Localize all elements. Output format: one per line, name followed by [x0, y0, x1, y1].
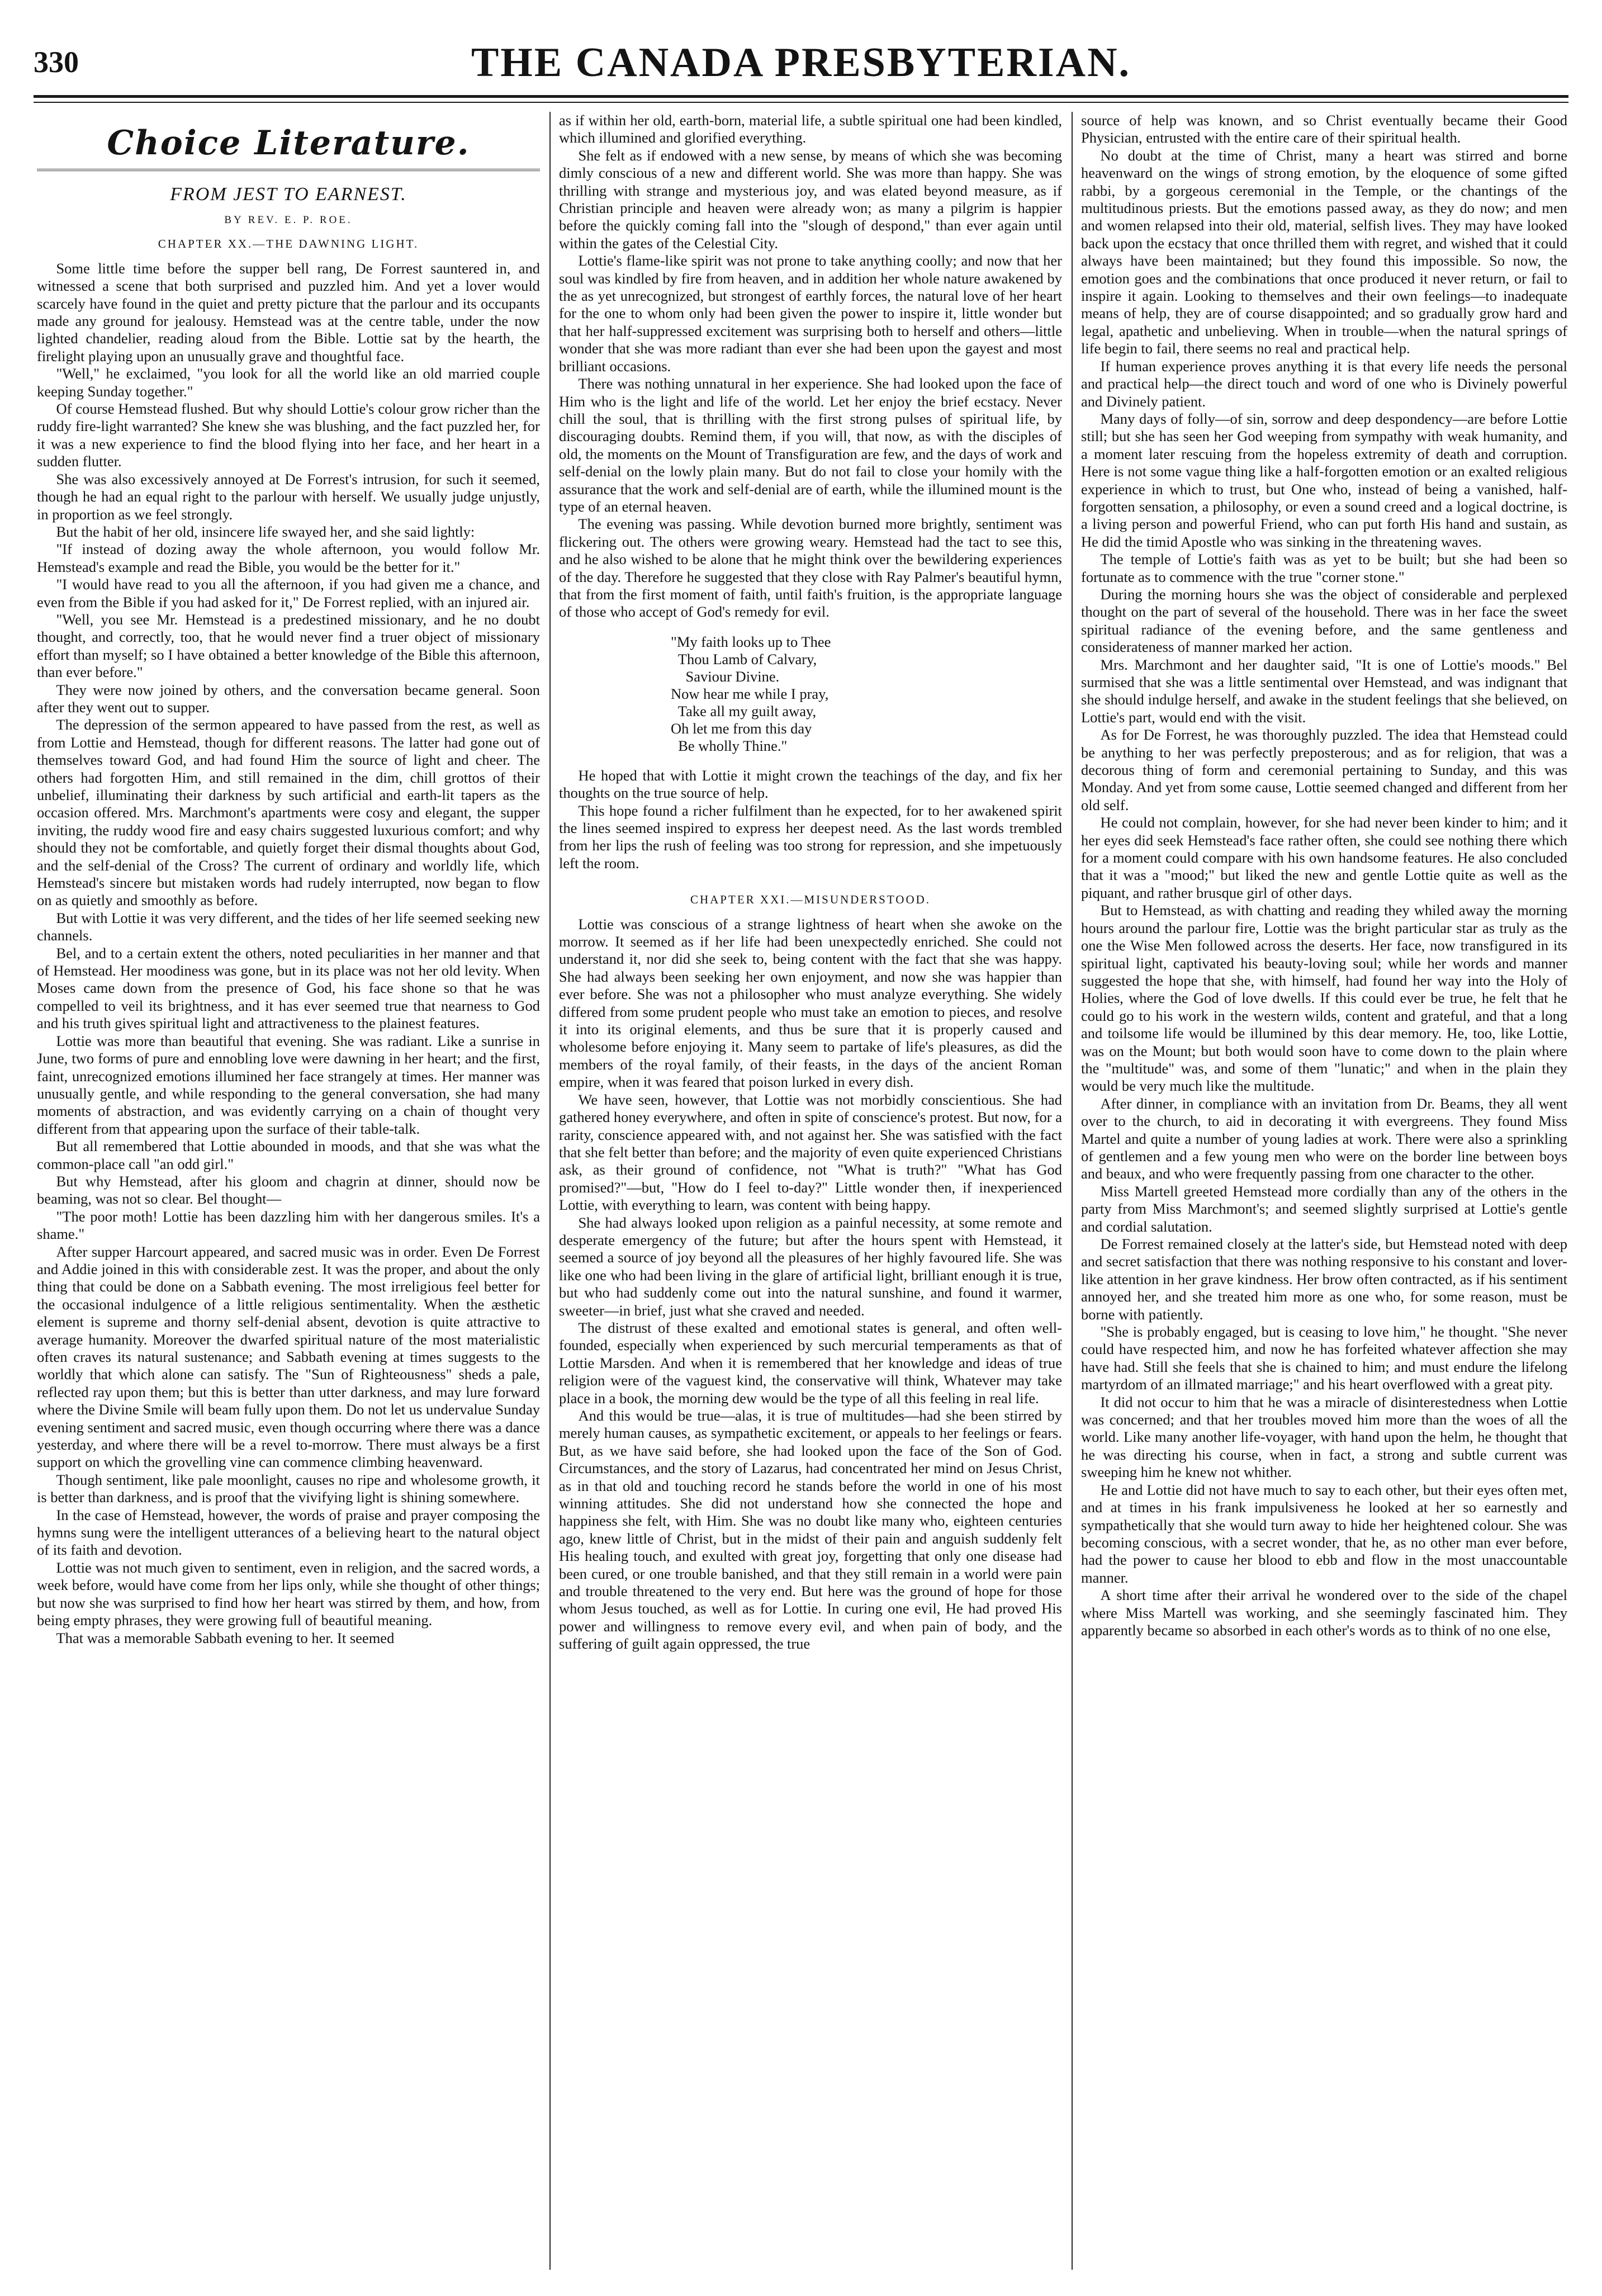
paragraph: Some little time before the supper bell rang, De Forrest sauntered in, and witnessed a scene that both surprised and puzzled him. And yet a lover would scarcely have found in the quiet and pretty picture that the parlour and its occupants made any ground for jealousy. Hemstead was at the centre table, under the now lighted chandelier, reading aloud from the Bible. Lottie sat by the hearth, the firelight playing upon an unusually grave and thoughtful face.: [37, 259, 540, 364]
header-rule-thin: [34, 102, 1568, 103]
paragraph: As for De Forrest, he was thoroughly puzzled. The idea that Hemstead could be anything to her was perfectly preposterous; and as for religion, that was a decorous thing of form and ceremonial pertaining to Sunday, and this was Monday. And yet from some cause, Lottie seemed changed and different from her old self.: [1081, 726, 1567, 813]
paragraph: He hoped that with Lottie it might crown the teachings of the day, and fix her thoughts on the true source of help.: [559, 766, 1062, 802]
paragraph: But the habit of her old, insincere life swayed her, and she said lightly:: [56, 523, 475, 540]
paragraph: Miss Martell greeted Hemstead more cordially than any of the others in the party from Miss Marchmont's; and seemed slightly surprised at Lottie's gentle and cordial salutation.: [1081, 1182, 1567, 1235]
paragraph: Of course Hemstead flushed. But why should Lottie's colour grow richer than the ruddy fire-light warranted? She knew she was blushing, and the fact puzzled her, for it was a new experience to find the blood flying into her face, and her heart in a sudden flutter.: [37, 400, 540, 470]
paragraph: But why Hemstead, after his gloom and chagrin at dinner, should now be beaming, was not so clear. Bel thought—: [37, 1172, 540, 1208]
paragraph: "Well," he exclaimed, "you look for all the world like an old married couple keeping Sunday together.": [37, 365, 540, 400]
column-2: [559, 112, 1062, 2275]
paragraph: "She is probably engaged, but is ceasing to love him," he thought. "She never could have respected him, and now he has forfeited whatever affection she may have had. Still she feels that she is chained to him; and must endure the lifelong martyrdom of an illmated marriage;" and his heart overflowed with a great pity.: [1081, 1323, 1567, 1393]
paragraph: No doubt at the time of Christ, many a heart was stirred and borne heavenward on the wings of strong emotion, by the eloquence of some gifted rabbi, by a gorgeous ceremonial in the Temple, or the chantings of the multitudinous priests. But the emotions passed away, as they do now; and men and women relapsed into their old, material, selfish lives. They may have looked back upon the ecstacy that once thrilled them with regret, and wished that it could always have been maintained; but they found this impossible. So now, the emotion goes and the combinations that once produced it never return, or fail to inspire it again. Looking to themselves and their own feelings—to inadequate means of help, they are of course disappointed; and so gradually grow hard and legal, apathetic and unbelieving. When in trouble—when the natural springs of life begin to fail, there seems no real and practical help.: [1081, 146, 1567, 357]
paragraph: And this would be true—alas, it is true of multitudes—had she been stirred by merely human causes, as sympathetic excitement, or appeals to her feelings or fears. But, as we have said before, she had looked upon the face of the Son of God. Circumstances, and the story of Lazarus, had concentrated her mind on Jesus Christ, as in that old and touching record he stands before the world in one of his most winning attitudes. She did not understand how she connected the hope and happiness she felt, with Him. She was no doubt like many who, eighteen centuries ago, knew little of Christ, but in the midst of their pain and anguish suddenly felt His healing touch, and exulted with great joy, forgetting that only one disease had been cured, or one trouble banished, and that they still remain in a world were pain and trouble threatened to the very end. But here was the ground of hope for those whom Jesus touched, as well as for Lottie. In curing one evil, He had proved His power and willingness to remove every evil, and when pain of body, and the suffering of guilt again oppressed, the true: [559, 1407, 1062, 1653]
masthead: [34, 35, 1568, 102]
hymn-verse: [671, 633, 1062, 755]
paragraph: as if within her old, earth-born, material life, a subtle spiritual one had been kindled, which illumined and glorified everything.: [559, 112, 1062, 146]
column-3: [1081, 112, 1567, 2275]
paragraph: He could not complain, however, for she had never been kinder to him; and it her eyes did seek Hemstead's face rather often, she could see nothing there which for a moment could compare with his own handsome features. He also concluded that it was a "mood;" but liked the new and gentle Lottie quite as well as the piquant, and rather brusque girl of other days.: [1081, 814, 1567, 901]
paragraph: De Forrest remained closely at the latter's side, but Hemstead noted with deep and secret satisfaction that there was nothing responsive to his constant and lover-like attention in her grave kindness. Her brow often contracted, as if his sentiment annoyed her, and she treated him more as one who, for some reason, must be borne with patiently.: [1081, 1235, 1567, 1323]
paragraph: She was also excessively annoyed at De Forrest's intrusion, for such it seemed, though he had an equal right to the parlour with herself. We usually judge unjustly, in proportion as we feel strongly.: [37, 470, 540, 523]
paragraph: He and Lottie did not have much to say to each other, but their eyes often met, and at times in his frank impulsiveness he looked at her so earnestly and sympathetically that she would turn away to hide her heightened colour. She was becoming conscious, with a secret wonder, that he, as no other man ever before, had the power to cause her blood to ebb and flow in the most unaccountable manner.: [1081, 1481, 1567, 1586]
byline: BY REV. E. P. ROE.: [224, 214, 353, 226]
verse-line: "My faith looks up to Thee: [671, 633, 831, 650]
paragraph: Many days of folly—of sin, sorrow and deep despondency—are before Lottie still; but she has seen her God weeping from sympathy with weak humanity, and a moment later rescuing from the hopeless extremity of death and corruption. Here is not some vague thing like a half-forgotten emotion or an exalted religious experience in which to trust, but One who, instead of being a vanished, half-forgotten sensation, a philosophy, or even a sound creed and a logical doctrine, is a living person and powerful Friend, who can put forth His hand and sustain, as He did the timid Apostle who was sinking in the threatening waves.: [1081, 410, 1567, 550]
paragraph: Lottie was more than beautiful that evening. She was radiant. Like a sunrise in June, two forms of pure and ennobling love were dawning in her heart; and the first, faint, unrecognized emotions illumined her face strangely at times. Her manner was unusually gentle, and while responding to the general conversation, she had many moments of abstraction, and was evidently carrying on a chain of thought very different from that appearing upon the surface of their table-talk.: [37, 1032, 540, 1137]
paragraph: Mrs. Marchmont and her daughter said, "It is one of Lottie's moods." Bel surmised that she was a little sentimental over Hemstead, and was indignant that she should indulge herself, and awake in the student feelings that she believed, on Lottie's part, would end with the visit.: [1081, 656, 1567, 726]
paragraph: But all remembered that Lottie abounded in moods, and that she was what the common-place call "an odd girl.": [37, 1138, 540, 1172]
paragraph: After supper Harcourt appeared, and sacred music was in order. Even De Forrest and Addie joined in this with considerable zest. It was the proper, and about the only thing that could be done on a Sabbath evening. The most irreligious feel better for the occasional indulgence of a little religious sentimentality. When the æsthetic element is supreme and thorny self-denial absent, devotion is quite attractive to average humanity. Moreover the dwarfed spiritual nature of the most materialistic often craves its natural sustenance; and Sabbath evening at times suggests to the worldly that which alone can satisfy. The "Sun of Righteousness" sheds a pale, reflected ray upon them; but this is better than utter darkness, and may lure forward where the Divine Smile will beam fully upon them. Do not let us undervalue Sunday evening sentiment and sacred music, even though occurring where there was a dance yesterday, and where there will be a revel to-morrow. There must always be a first support on which the grovelling vine can commence climbing heavenward.: [37, 1243, 540, 1471]
paragraph: Though sentiment, like pale moonlight, causes no ripe and wholesome growth, it is better than darkness, and is proof that the vivifying light is shining somewhere.: [37, 1471, 540, 1506]
paragraph: "I would have read to you all the afternoon, if you had given me a chance, and even from the Bible if you had asked for it," De Forrest replied, with an injured air.: [37, 576, 540, 610]
paragraph: After dinner, in compliance with an invitation from Dr. Beams, they all went over to the church, to aid in decorating it with evergreens. They found Miss Martel and quite a number of young ladies at work. There were also a sprinkling of gentlemen and a few young men who were on the border line between boys and beaux, and who were frequently passing from one character to the other.: [1081, 1095, 1567, 1182]
paragraph: Lottie's flame-like spirit was not prone to take anything coolly; and now that her soul was kindled by fire from heaven, and in addition her whole nature awakened by the as yet unrecognized, but strongest of earthly forces, the natural love of her heart for the one to whom only had been given the power to inspire it, little wonder but that her half-suppressed excitement was surprising both to herself and others—little wonder that she was more radiant than ever she had been upon the gayest and most brilliant occasions.: [559, 252, 1062, 375]
column-divider: [549, 112, 551, 2270]
section-title: Choice Literature.: [37, 122, 540, 171]
paragraph: If human experience proves anything it is that every life needs the personal and practical help—the direct touch and word of one who is Divinely powerful and Divinely patient.: [1081, 357, 1567, 410]
paragraph: The distrust of these exalted and emotional states is general, and often well-founded, especially when experienced by such mercurial temperaments as that of Lottie Marsden. And when it is remembered that her knowledge and ideas of true religion were of the vaguest kind, the conservative will think, Whatever may take place in a book, the morning dew would be the type of all this feeling in real life.: [559, 1319, 1062, 1407]
paragraph: source of help was known, and so Christ eventually became their Good Physician, entrusted with the entire care of their spiritual health.: [1081, 112, 1567, 146]
paragraph: The evening was passing. While devotion burned more brightly, sentiment was flickering out. The others were growing weary. Hemstead had the tact to see this, and he also wished to be alone that he might think over the bewildering experiences of the day. Therefore he suggested that they close with Ray Palmer's beautiful hymn, that from the first moment of faith, until faith's fruition, is the appropriate language of those who accept of God's remedy for evil.: [559, 515, 1062, 621]
paragraph: They were now joined by others, and the conversation became general. Soon after they went out to supper.: [37, 681, 540, 716]
verse-line: Oh let me from this day: [671, 719, 812, 737]
chapter-heading: CHAPTER XX.—THE DAWNING LIGHT.: [158, 237, 419, 251]
paragraph: "Well, you see Mr. Hemstead is a predestined missionary, and he no doubt thought, and correctly, too, that he would never find a truer object of missionary effort than myself; so I have obtained a better knowledge of the Bible this afternoon, than ever before.": [37, 610, 540, 681]
verse-line: Thou Lamb of Calvary,: [671, 650, 817, 668]
paragraph: The depression of the sermon appeared to have passed from the rest, as well as from Lottie and Hemstead, though for different reasons. The latter had gone out of themselves toward God, and had found Him the source of light and cheer. The others had forgotten Him, and still remained in the dim, chill grottos of their unbelief, illuminating their darkness by such artificial and earth-lit tapers as the occasion offered. Mrs. Marchmont's apartments were cosy and elegant, the supper inviting, the ruddy wood fire and easy chairs suggested luxurious comfort; and why should they not be comfortable, and quietly forget their dismal thoughts about God, and the self-denial of the Cross? The current of ordinary and worldly life, which Hemstead's sincere but mistaken words had rudely interrupted, now began to flow on as quietly and smoothly as before.: [37, 716, 540, 909]
column-1: [37, 112, 540, 2275]
paragraph: During the morning hours she was the object of considerable and perplexed thought on the part of several of the household. There was in her face the sweet spiritual radiance of the evening before, and the same gentleness and considerateness of manner marked her action.: [1081, 585, 1567, 656]
story-title: FROM JEST TO EARNEST.: [170, 184, 407, 205]
page-number: 330: [34, 45, 79, 79]
header-rule: [34, 95, 1568, 98]
paragraph: Lottie was conscious of a strange lightness of heart when she awoke on the morrow. It seemed as if her life had been unexpectedly enriched. She could not understand it, nor did she seek to, being content with the fact that she was happy. She had always been seeking her own enjoyment, and now she was happier than ever before. She was not a philosopher who must analyze everything. She widely differed from some prudent people who must take an emotion to pieces, and resolve it into its original elements, and thus be sure that it is properly caused and wholesome before enjoying it. Many seem to partake of life's pleasures, as did the members of the royal family, of their feasts, in the days of the ancient Roman empire, when it was feared that poison lurked in every dish.: [559, 915, 1062, 1091]
paragraph: It did not occur to him that he was a miracle of disinterestedness when Lottie was concerned; and that her troubles moved him more than the woes of all the world. Like many another life-voyager, with hand upon the helm, he thought that he was directing his course, when in fact, a strong and subtle current was sweeping him he knew not whither.: [1081, 1393, 1567, 1481]
paragraph: But to Hemstead, as with chatting and reading they whiled away the morning hours around the parlour fire, Lottie was the bright particular star as truly as the one the Wise Men followed across the deserts. Her face, now transfigured in its spiritual light, captivated his beauty-loving soul; while her words and manner suggested the hope that she, with himself, had found her way into the Holy of Holies, where the God of love dwells. If this could ever be true, he felt that he could go to his work in the western wilds, content and grateful, and that a long and toilsome life would be illumined by this dear memory. He, too, like Lottie, was on the Mount; but both would soon have to come down to the plain where the "multitude" was, and some of them "lunatic;" and when in the plain they would be very much like the multitude.: [1081, 902, 1567, 1095]
paragraph: "The poor moth! Lottie has been dazzling him with her dangerous smiles. It's a shame.": [37, 1208, 540, 1243]
paragraph: Lottie was not much given to sentiment, even in religion, and the sacred words, a week before, would have come from her lips only, while she thought of other things; but now she was surprised to find how her heart was stirred by them, and how, from being empty phrases, they were growing full of beautiful meaning.: [37, 1559, 540, 1629]
paragraph: That was a memorable Sabbath evening to her. It seemed: [56, 1629, 395, 1646]
paragraph: Bel, and to a certain extent the others, noted peculiarities in her manner and that of Hemstead. Her moodiness was gone, but in its place was not her old levity. When Moses came down from the presence of God, his face shone so that he was compelled to veil its brightness, and it has ever seemed true that nearness to God and his truth gives spiritual light and attractiveness to the plainest features.: [37, 944, 540, 1032]
verse-line: Take all my guilt away,: [671, 702, 817, 719]
paragraph: This hope found a richer fulfilment than he expected, for to her awakened spirit the lines seemed inspired to express her deepest need. As the last words trembled from her lips the rush of feeling was too strong for repression, and she impetuously left the room.: [559, 802, 1062, 872]
paragraph: In the case of Hemstead, however, the words of praise and prayer composing the hymns sung were the intelligent utterances of a believing heart to the natural object of its faith and devotion.: [37, 1506, 540, 1559]
verse-line: Saviour Divine.: [671, 668, 780, 685]
verse-line: Be wholly Thine.": [671, 737, 788, 754]
chapter-heading: CHAPTER XXI.—MISUNDERSTOOD.: [690, 893, 931, 907]
newspaper-title: THE CANADA PRESBYTERIAN.: [471, 40, 1131, 86]
verse-line: Now hear me while I pray,: [671, 685, 829, 702]
paragraph: A short time after their arrival he wondered over to the side of the chapel where Miss Martell was working, and she seemingly fascinated him. They apparently became so absorbed in each other's words as to think of no one else,: [1081, 1587, 1567, 1639]
paragraph: We have seen, however, that Lottie was not morbidly conscientious. She had gathered honey everywhere, and often in spite of conscience's protest. But now, for a rarity, conscience appeared with, and not against her. She was satisfied with the fact that she felt better than before; and the majority of even quite experienced Christians ask, as their ground of confidence, not "What is truth?" "What has God promised?"—but, "How do I feel to-day?" Little wonder then, if inexperienced Lottie, with everything to learn, was content with being happy.: [559, 1091, 1062, 1214]
paragraph: "If instead of dozing away the whole afternoon, you would follow Mr. Hemstead's example and read the Bible, you would be the better for it.": [37, 541, 540, 575]
column-divider: [1072, 112, 1073, 2270]
paragraph: But with Lottie it was very different, and the tides of her life seemed seeking new channels.: [37, 909, 540, 944]
paragraph: She had always looked upon religion as a painful necessity, at some remote and desperate emergency of the future; but after the hours spent with Hemstead, it seemed a source of joy beyond all the pleasures of her highly favoured life. She was like one who had been living in the glare of artificial light, brilliant enough it is true, but who had suddenly come out into the natural sunshine, and found it warmer, sweeter—in brief, just what she craved and needed.: [559, 1214, 1062, 1319]
paragraph: She felt as if endowed with a new sense, by means of which she was becoming dimly conscious of a new and different world. She was more than happy. She was thrilling with strange and mysterious joy, and was elated beyond measure, as if Christian principle and heaven were already won; as many a pilgrim is happier before the quickly coming fall into the "slough of despond," than ever again until within the gates of the Celestial City.: [559, 146, 1062, 252]
paragraph: There was nothing unnatural in her experience. She had looked upon the face of Him who is the light and life of the world. Let her enjoy the brief ecstacy. Never chill the soul, that is thrilling with the first strong pulses of spiritual life, by discouraging doubts. Remind them, if you will, that now, as with the disciples of old, the moments on the Mount of Transfiguration are few, and the days of work and self-denial on the lowly plain many. But do not fail to close your homily with the assurance that the work and self-denial are of earth, while the illumined mount is the type of an eternal heaven.: [559, 375, 1062, 515]
paragraph: The temple of Lottie's faith was as yet to be built; but she had been so fortunate as to commence with the true "corner stone.": [1081, 551, 1567, 585]
